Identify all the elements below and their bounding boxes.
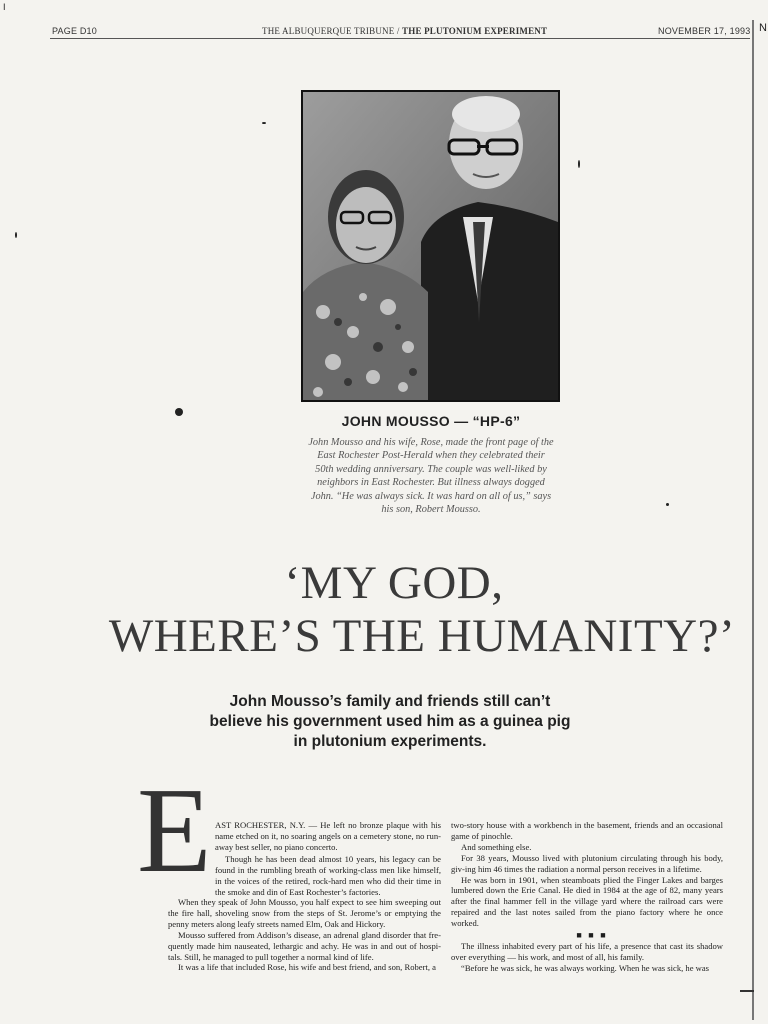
article-column-1: [215, 820, 441, 853]
publication-name: THE ALBUQUERQUE TRIBUNE /: [262, 26, 400, 36]
headline-line-2: WHERE’S THE HUMANITY?’: [108, 610, 736, 662]
article-paragraph: two-story house with a workbench in the basement, friends and an occasional game of pinochle.: [451, 820, 723, 841]
scan-speck: [666, 503, 669, 506]
article-paragraph: Mousso suffered from Addison’s disease, an adrenal gland disorder that fre-quently made him nauseated, lethargic and achy. He was in and out of hospi-tals. Still, he managed to pull together a normal kind of life.: [168, 929, 441, 962]
deck-subhead: [190, 692, 590, 752]
deck-line-3: in plutonium experiments.: [293, 733, 487, 750]
deck-line-2: believe his government used him as a guinea pig: [209, 713, 571, 730]
article-paragraph: He was born in 1901, when steamboats plied the Finger Lakes and barges lumbered down the Erie Canal. He died in 1984 at the age of 82, many years after the final hammer fell in the village yard where the railroad cars were repaired and the last notes sailed from the piano factory where he once worked.: [451, 874, 723, 929]
article-column-2-lower: [451, 941, 723, 974]
page-label: PAGE D10: [52, 26, 97, 36]
scan-speck: [15, 232, 17, 238]
scan-speck: [262, 122, 266, 124]
article-paragraph: AST ROCHESTER, N.Y. — He left no bronze plaque with his name etched on it, no soaring angels on a cemetery stone, no run-away best seller, no piano concerto.: [215, 820, 441, 852]
right-margin-rule: [752, 20, 754, 1020]
scan-speck: [175, 408, 183, 416]
article-paragraph: It was a life that included Rose, his wife and best friend, and son, Robert, a: [178, 962, 436, 973]
edge-mark: N: [759, 22, 767, 34]
photo-caption-title: JOHN MOUSSO — “HP-6”: [341, 413, 521, 429]
article-column-2: [451, 820, 723, 929]
bottom-scan-edge: [740, 990, 754, 992]
deck-line-1: John Mousso’s family and friends still can’t: [229, 693, 551, 710]
couple-photograph: [301, 90, 560, 402]
scan-speck: [578, 160, 580, 168]
running-head: [262, 26, 547, 36]
article-paragraph: “Before he was sick, he was always working. When he was sick, he was: [461, 962, 710, 973]
article-paragraph: Though he has been dead almost 10 years, his legacy can be found in the rumbling breath of working-class men like himself, in the voices of the retired, rock-hard men who did their time in the smoke and din of East Rochester’s factories.: [215, 854, 441, 897]
article-column-1-lower: [168, 897, 441, 973]
article-paragraph: And something else.: [461, 841, 532, 852]
drop-cap: E: [137, 763, 212, 898]
header-rule: [50, 38, 750, 39]
section-name: THE PLUTONIUM EXPERIMENT: [402, 26, 548, 36]
issue-date: NOVEMBER 17, 1993: [658, 26, 751, 36]
article-paragraph: The illness inhabited every part of his life, a presence that cast its shadow over everything — his work, and most of all, his family.: [451, 941, 723, 962]
photo-caption: John Mousso and his wife, Rose, made the front page of the East Rochester Post-Herald when they celebrated their 50th wedding anniversary. The couple was well-liked by neighbors in East Rochester. But illness always dogged John. “He was always sick. It was hard on all of us,” says his son, Robert Mousso.: [308, 437, 554, 516]
headline-line-1: ‘MY GOD,: [284, 557, 504, 609]
article-paragraph: For 38 years, Mousso lived with plutonium circulating through his body, giv-ing him 46 times the radiation a normal person receives in a lifetime.: [451, 852, 723, 874]
article-paragraph: When they speak of John Mousso, you half expect to see him sweeping out the fire hall, shoveling snow from the steps of St. Jerome’s or emptying the penny meters along leafy streets named Elm, Oak and Hickory.: [168, 897, 441, 929]
article-column-1-cont: [215, 854, 441, 898]
corner-mark: I: [3, 2, 6, 12]
section-separator: ■ ■ ■: [576, 930, 608, 940]
